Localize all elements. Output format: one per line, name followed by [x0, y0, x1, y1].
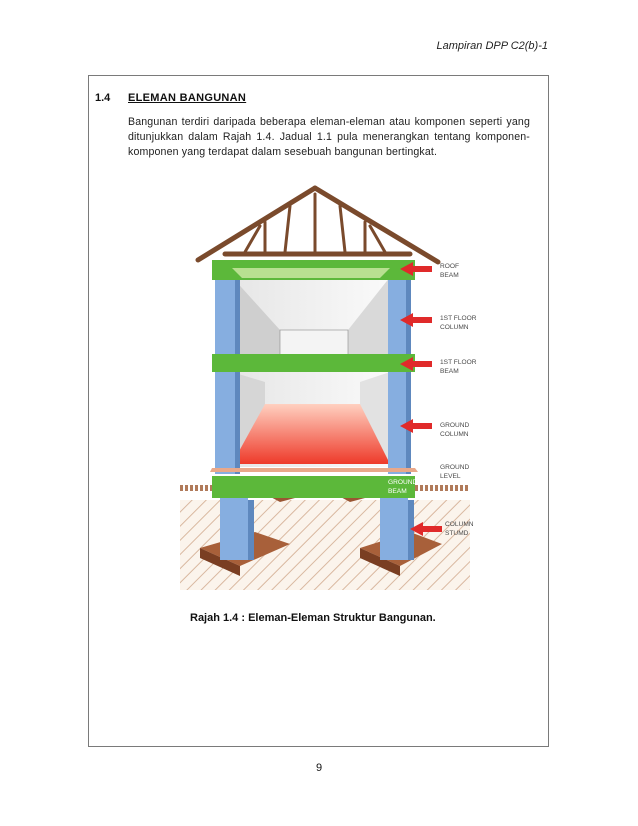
- label-1st-floor-beam-1: 1ST FLOOR: [440, 359, 477, 366]
- label-ground-level-2: LEVEL: [440, 473, 461, 480]
- label-ground-beam-1: GROUND: [388, 479, 418, 486]
- label-column-stump-2: STUMD: [445, 530, 469, 537]
- section-paragraph: Bangunan terdiri daripada beberapa eleman-eleman atau komponen seperti yang ditunjukkan dalam Rajah 1.4. Jadual 1.1 pula menerangkan tentang komponen-komponen yang terdapat dalam sesebuah bangunan bertingkat.: [128, 116, 530, 158]
- label-ground-level-1: GROUND: [440, 464, 470, 471]
- figure-caption: Rajah 1.4 : Eleman-Eleman Struktur Bangunan.: [190, 612, 436, 624]
- label-1st-floor-column-1: 1ST FLOOR: [440, 315, 477, 322]
- appendix-reference: Lampiran DPP C2(b)-1: [436, 40, 548, 52]
- building-structure-illustration: [170, 182, 490, 602]
- label-1st-floor-beam-2: BEAM: [440, 368, 459, 375]
- roof-truss: [198, 188, 438, 262]
- section-number: 1.4: [95, 92, 111, 104]
- label-ground-beam-2: BEAM: [388, 488, 407, 495]
- building-elements-figure: [170, 182, 490, 602]
- label-ground-column-2: COLUMN: [440, 431, 469, 438]
- label-ground-column-1: GROUND: [440, 422, 470, 429]
- label-roof-beam-1: ROOF: [440, 263, 460, 270]
- page-number: 9: [315, 762, 323, 774]
- label-roof-beam-2: BEAM: [440, 272, 459, 279]
- label-column-stump-1: COLUMN: [445, 521, 474, 528]
- section-title: ELEMAN BANGUNAN: [128, 92, 247, 104]
- label-1st-floor-column-2: COLUMN: [440, 324, 469, 331]
